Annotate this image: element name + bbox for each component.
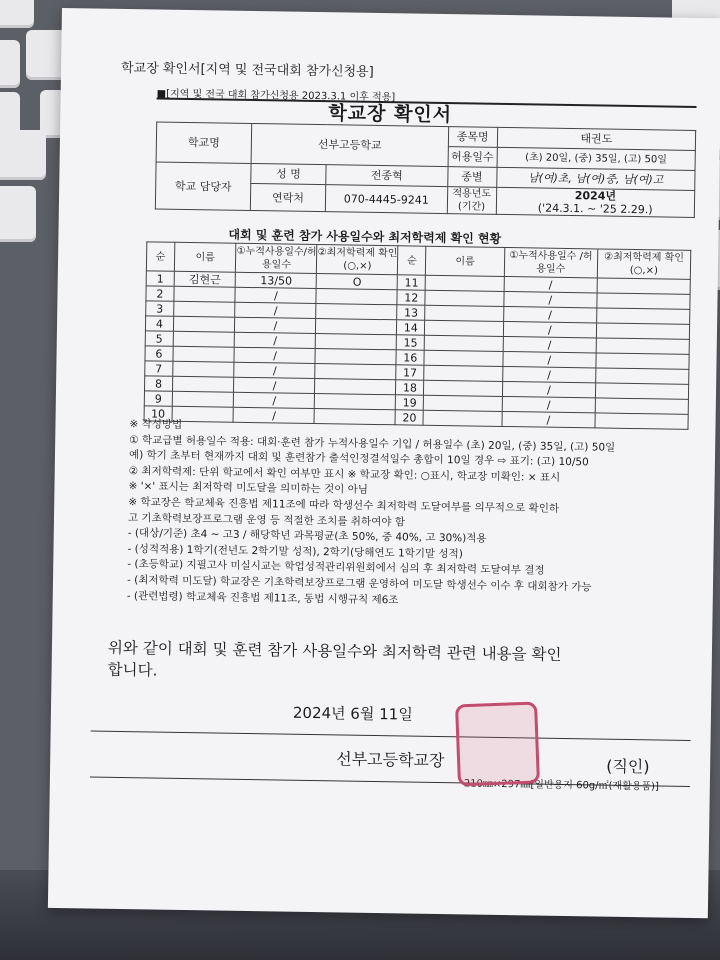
cell-cert xyxy=(597,293,690,309)
cell-name xyxy=(424,350,503,366)
cell-name xyxy=(173,301,235,317)
cell-no: 9 xyxy=(144,391,172,406)
cell-no: 5 xyxy=(145,331,173,346)
cell-cert xyxy=(596,338,689,354)
cell-days: / xyxy=(504,276,597,292)
cell-days: / xyxy=(235,317,316,333)
paper-spec: 210㎜×297㎜[일반용지 60g/㎡(재활용품)] xyxy=(463,778,659,793)
cell-no: 13 xyxy=(397,305,425,320)
cell-days: / xyxy=(502,381,595,397)
col-no: 순 xyxy=(146,242,174,271)
cell-name xyxy=(424,380,503,396)
confirm-line2: 합니다. xyxy=(107,660,158,680)
cell-name xyxy=(173,316,235,332)
cell-name xyxy=(425,305,504,321)
cell-name xyxy=(172,391,234,407)
cell-no: 8 xyxy=(144,376,172,391)
cell-name xyxy=(173,346,235,362)
cell-cert xyxy=(595,383,688,399)
cell-days: / xyxy=(502,396,595,412)
signature-rule xyxy=(91,731,691,741)
name-label: 성 명 xyxy=(251,163,326,184)
cell-no: 7 xyxy=(145,361,173,376)
cell-no: 14 xyxy=(397,320,425,335)
cell-no: 16 xyxy=(396,350,424,365)
cell-no: 4 xyxy=(145,316,173,331)
cell-cert xyxy=(316,334,397,350)
issue-date: 2024년 6월 11일 xyxy=(292,703,413,724)
cell-name xyxy=(424,335,503,351)
year-label: 적용년도 (기간) xyxy=(447,187,496,215)
cell-name: 김현근 xyxy=(174,271,236,287)
note-line: - (대상/기준) 초4 ~ 고3 / 해당학년 과목평균(초 50%, 중 40%, 고 30%)적용 xyxy=(127,527,487,545)
cell-days: / xyxy=(234,347,315,363)
cell-cert xyxy=(316,319,397,335)
school-seal-stamp xyxy=(455,701,540,786)
keyboard-key xyxy=(0,186,36,242)
cell-days: / xyxy=(504,291,597,307)
col-no2: 순 xyxy=(398,246,426,275)
col-days: ①누적사용일수/허용일수 xyxy=(236,243,317,273)
cell-days: / xyxy=(503,336,596,352)
cell-name xyxy=(425,320,504,336)
document-subtitle: ■[지역 및 전국 대회 참가신청용 2023.3.1 이후 적용] xyxy=(156,88,396,104)
cell-cert xyxy=(316,304,397,320)
cell-days: / xyxy=(502,366,595,382)
cell-name xyxy=(172,376,234,392)
keyboard-key xyxy=(0,130,46,180)
cell-name xyxy=(425,275,504,291)
category-value: 남(여)초, 남(여)중, 남(여)고 xyxy=(496,167,695,190)
note-line: ① 학교급별 허용일수 적용: 대회·훈련 참가 누적사용일수 기입 / 허용일수 (초) 20일, (중) 35일, (고) 50일 xyxy=(129,433,616,454)
page-title: 학교장 확인서 xyxy=(328,102,453,127)
cell-days: / xyxy=(235,287,316,303)
document-paper xyxy=(48,8,720,918)
cell-no: 11 xyxy=(398,275,426,290)
cell-name xyxy=(174,286,236,302)
note-line: - (성적적용) 1학기(전년도 2학기말 성적), 2학기(당해연도 1학기말 성적) xyxy=(127,542,463,561)
cell-cert xyxy=(597,278,690,294)
cell-days: / xyxy=(502,411,595,427)
name-value: 전종혁 xyxy=(326,165,448,187)
notes-section xyxy=(127,417,710,613)
cell-days: / xyxy=(503,321,596,337)
cell-no: 1 xyxy=(146,271,174,286)
contact-label: 연락처 xyxy=(250,183,325,211)
cell-no: 3 xyxy=(146,301,174,316)
confirm-text xyxy=(107,637,561,688)
col-cert: ②최저학력제 확인(○,×) xyxy=(317,245,398,275)
cell-days: / xyxy=(503,306,596,322)
cell-no: 17 xyxy=(396,365,424,380)
note-line: - (최저학력 미도달) 학교장은 기초학력보장프로그램 운영하여 미도달 학생선수 이수 후 대회참가 가능 xyxy=(126,574,592,594)
col-days2: ①누적사용일수 /허용일수 xyxy=(504,247,598,277)
section-title: 대회 및 훈련 참가 사용일수와 최저학력제 확인 현황 xyxy=(228,227,502,246)
year-value: 2024년 xyxy=(574,189,617,203)
school-value: 선부고등학교 xyxy=(251,123,448,166)
note-line: 고 기초학력보장프로그램 운영 등 적절한 조치를 취하여야 함 xyxy=(127,511,406,529)
cell-cert xyxy=(315,364,396,380)
cell-no: 18 xyxy=(396,380,424,395)
cell-name xyxy=(425,290,504,306)
cell-no: 2 xyxy=(146,286,174,301)
cell-no: 15 xyxy=(397,335,425,350)
cell-cert xyxy=(595,398,688,414)
note-line: ※ '×' 표시는 최저학력 미도달을 의미하는 것이 아님 xyxy=(128,480,369,497)
year-cell xyxy=(496,187,695,217)
note-line: - (관련법령) 학교체육 진흥법 제11조, 동법 시행규칙 제6조 xyxy=(126,589,399,606)
cell-days: / xyxy=(233,407,314,423)
days-value: (초) 20일, (중) 35일, (고) 50일 xyxy=(497,147,696,170)
cell-cert xyxy=(596,323,689,339)
confirm-line1: 위와 같이 대회 및 훈련 참가 사용일수와 최저학력 관련 내용을 확인 xyxy=(107,638,562,664)
cell-days: / xyxy=(234,392,315,408)
cell-no: 12 xyxy=(397,290,425,305)
cell-cert xyxy=(315,349,396,365)
cell-name xyxy=(173,361,235,377)
cell-days: / xyxy=(235,302,316,318)
manager-label: 학교 담당자 xyxy=(155,162,251,210)
note-line: ※ 학교장은 학교체육 진흥법 제11조에 따라 학생선수 최저학력 도달여부를 의무적으로 확인하 xyxy=(128,496,560,515)
period-value: ('24.3.1. ~ '25 2.29.) xyxy=(537,201,653,217)
col-name2: 이름 xyxy=(426,246,505,276)
keyboard-key xyxy=(0,0,34,28)
cell-no: 19 xyxy=(396,395,424,410)
cell-days: / xyxy=(234,362,315,378)
document-label: 학교장 확인서[지역 및 전국대회 참가신청용] xyxy=(120,60,374,80)
cell-name xyxy=(424,365,503,381)
cell-cert xyxy=(596,353,689,369)
contact-value: 070-4445-9241 xyxy=(325,185,447,214)
note-line: 예) 학기 초부터 현재까지 대회 및 훈련참가 출석인정결석일수 총합이 10일 경우 ⇨ 표기: (고) 10/50 xyxy=(128,449,589,469)
athlete-table xyxy=(144,241,692,430)
col-cert2: ②최저학력제 확인(○,×) xyxy=(597,249,691,279)
cell-cert xyxy=(315,394,396,410)
col-name: 이름 xyxy=(174,242,236,272)
cell-name xyxy=(173,331,235,347)
cell-cert xyxy=(596,368,689,384)
keyboard-key xyxy=(0,40,20,88)
cell-no: 10 xyxy=(144,406,172,421)
seal-label: (직인) xyxy=(606,756,650,777)
info-table xyxy=(155,121,696,217)
cell-no: 6 xyxy=(145,346,173,361)
cell-days: / xyxy=(235,332,316,348)
school-label: 학교명 xyxy=(156,122,252,163)
cell-cert xyxy=(596,308,689,324)
school-signature: 선부고등학교장 xyxy=(336,749,445,771)
cell-no: 20 xyxy=(395,410,423,425)
cell-cert xyxy=(315,379,396,395)
cell-cert xyxy=(316,289,397,305)
cell-days: / xyxy=(234,377,315,393)
sport-label: 종목명 xyxy=(448,127,497,148)
note-line: ② 최저학력제: 단위 학교에서 확인 여부만 표시 ※ 학교장 확인: ○표시, 학교장 미확인: × 표시 xyxy=(128,464,561,484)
cell-cert: O xyxy=(317,274,398,290)
cell-name xyxy=(423,395,502,411)
sport-value: 태권도 xyxy=(497,127,696,150)
cell-days: / xyxy=(503,351,596,367)
category-label: 종별 xyxy=(447,167,496,188)
days-label: 허용일수 xyxy=(448,147,497,168)
note-line: ※ 작성방법 xyxy=(129,418,183,431)
cell-days: 13/50 xyxy=(236,272,317,288)
note-line: - (초등학교) 지필고사 미실시교는 학업성적관리위원회에서 심의 후 최저학력 도달여부 결정 xyxy=(127,558,545,577)
